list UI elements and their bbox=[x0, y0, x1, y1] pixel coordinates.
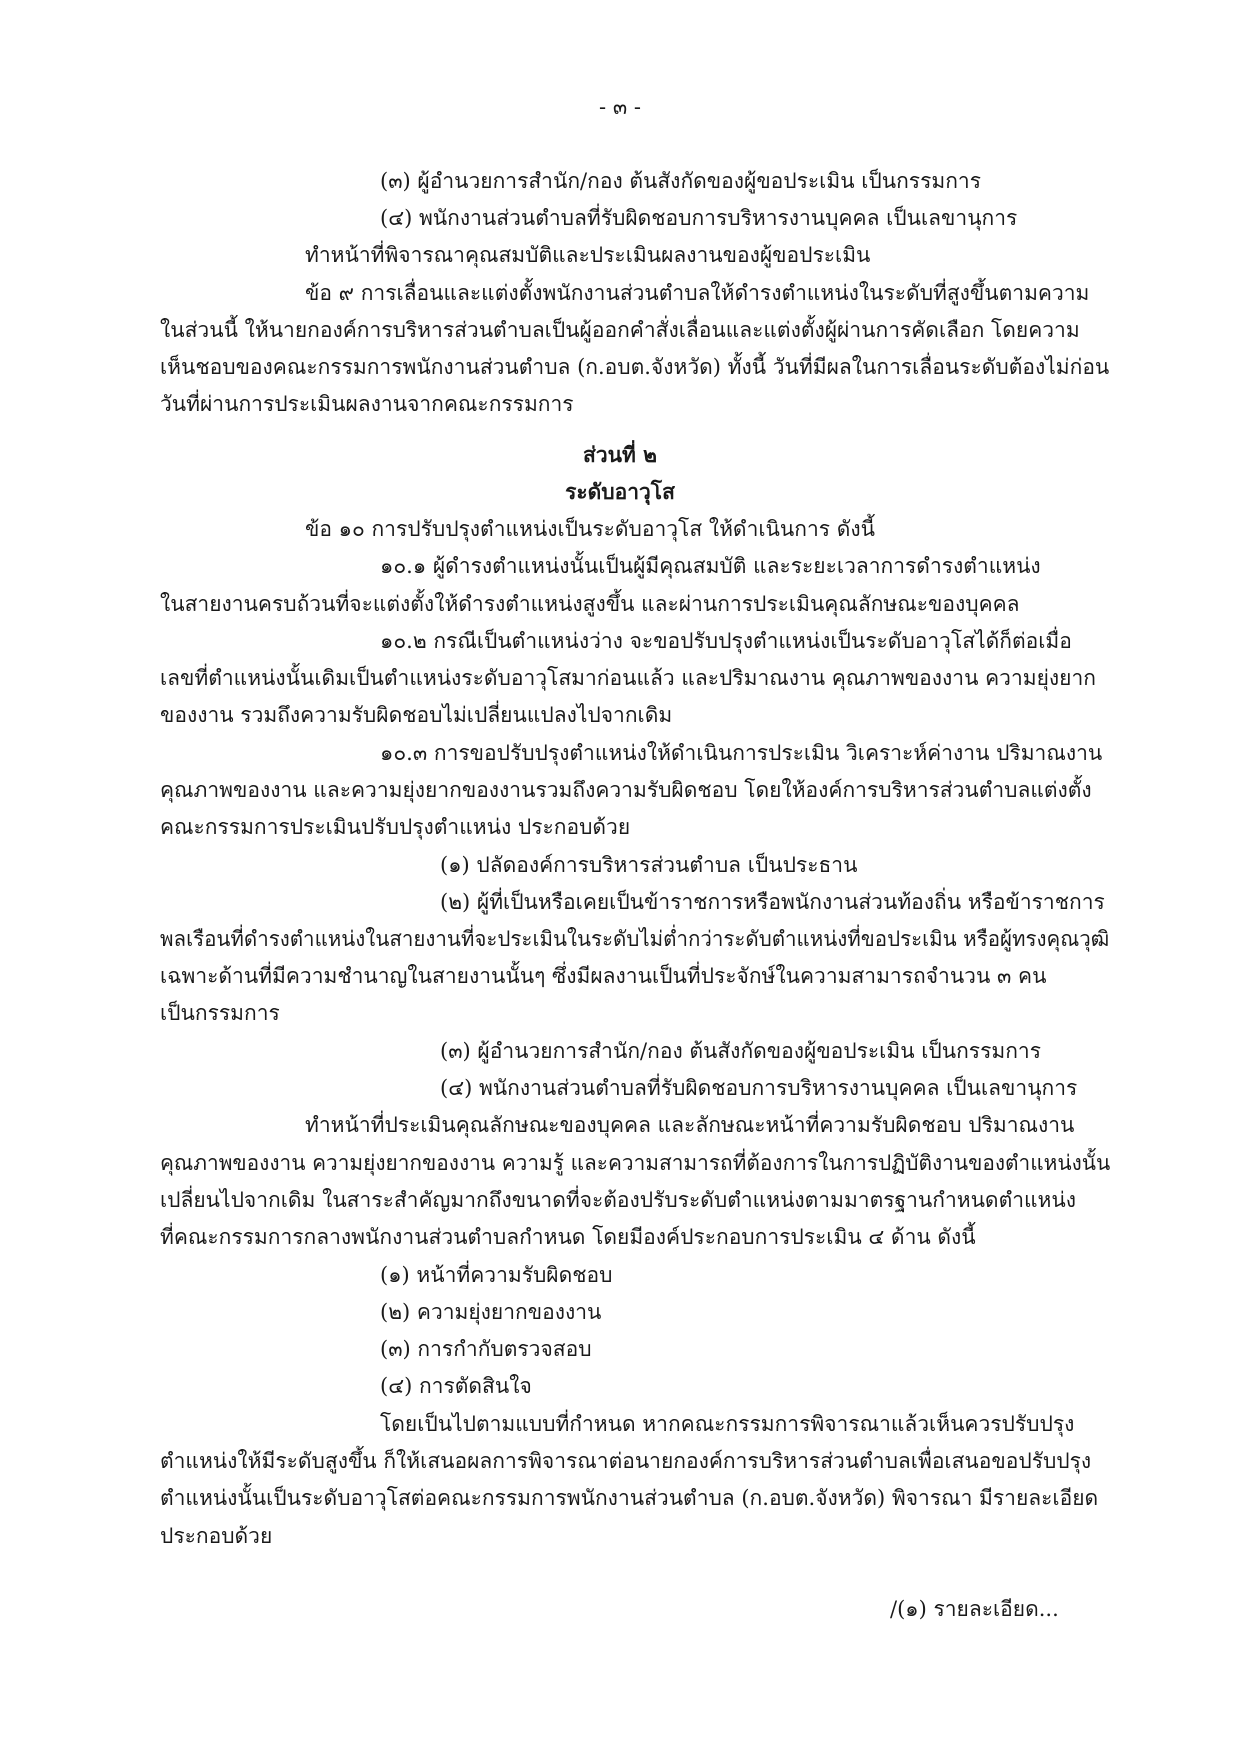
text-line: เฉพาะด้านที่มีความชำนาญในสายงานนั้นๆ ซึ่งมีผลงานเป็นที่ประจักษ์ในความสามารถจำนวน ๓ คน bbox=[160, 964, 1047, 988]
text-line: เห็นชอบของคณะกรรมการพนักงานส่วนตำบล (ก.อบต.จังหวัด) ทั้งนี้ วันที่มีผลในการเลื่อนระดับต้องไม่ก่อน bbox=[160, 355, 1110, 379]
text-line: ทำหน้าที่พิจารณาคุณสมบัติและประเมินผลงานของผู้ขอประเมิน bbox=[305, 243, 871, 267]
text-line: (๒) ผู้ที่เป็นหรือเคยเป็นข้าราชการหรือพนักงานส่วนท้องถิ่น หรือข้าราชการ bbox=[440, 890, 1105, 914]
text-line: คุณภาพของงาน ความยุ่งยากของงาน ความรู้ และความสามารถที่ต้องการในการปฏิบัติงานของตำแหน่งนั้น bbox=[160, 1151, 1111, 1175]
text-line: ในสายงานครบถ้วนที่จะแต่งตั้งให้ดำรงตำแหน่งสูงขึ้น และผ่านการประเมินคุณลักษณะของบุคคล bbox=[160, 592, 1020, 616]
text-line: ที่คณะกรรมการกลางพนักงานส่วนตำบลกำหนด โดยมีองค์ประกอบการประเมิน ๔ ด้าน ดังนี้ bbox=[160, 1225, 976, 1249]
text-line: ๑๐.๒ กรณีเป็นตำแหน่งว่าง จะขอปรับปรุงตำแหน่งเป็นระดับอาวุโสได้ก็ต่อเมื่อ bbox=[380, 629, 1072, 653]
section-subheading: ระดับอาวุโส bbox=[565, 479, 675, 504]
text-line: ๑๐.๓ การขอปรับปรุงตำแหน่งให้ดำเนินการประเมิน วิเคราะห์ค่างาน ปริมาณงาน bbox=[380, 741, 1103, 765]
text-line: เปลี่ยนไปจากเดิม ในสาระสำคัญมากถึงขนาดที่จะต้องปรับระดับตำแหน่งตามมาตรฐานกำหนดตำแหน่ง bbox=[160, 1188, 1076, 1212]
text-line: (๓) การกำกับตรวจสอบ bbox=[380, 1337, 592, 1361]
text-line: ข้อ ๑๐ การปรับปรุงตำแหน่งเป็นระดับอาวุโส ให้ดำเนินการ ดังนี้ bbox=[305, 517, 875, 541]
section-heading: ส่วนที่ ๒ bbox=[583, 442, 657, 467]
text-line: (๒) ความยุ่งยากของงาน bbox=[380, 1300, 602, 1324]
text-line: คณะกรรมการประเมินปรับปรุงตำแหน่ง ประกอบด้วย bbox=[160, 815, 631, 839]
text-line: (๑) หน้าที่ความรับผิดชอบ bbox=[380, 1263, 613, 1287]
text-line: ในส่วนนี้ ให้นายกองค์การบริหารส่วนตำบลเป็นผู้ออกคำสั่งเลื่อนและแต่งตั้งผู้ผ่านการคัดเลือก โดยความ bbox=[160, 318, 1080, 342]
text-line: พลเรือนที่ดำรงตำแหน่งในสายงานที่จะประเมินในระดับไม่ต่ำกว่าระดับตำแหน่งที่ขอประเมิน หรือผู้ทรงคุณวุฒิ bbox=[160, 927, 1110, 951]
text-line: ๑๐.๑ ผู้ดำรงตำแหน่งนั้นเป็นผู้มีคุณสมบัติ และระยะเวลาการดำรงตำแหน่ง bbox=[380, 554, 1041, 578]
text-line: ข้อ ๙ การเลื่อนและแต่งตั้งพนักงานส่วนตำบลให้ดำรงตำแหน่งในระดับที่สูงขึ้นตามความ bbox=[305, 281, 1090, 305]
text-line: ตำแหน่งให้มีระดับสูงขึ้น ก็ให้เสนอผลการพิจารณาต่อนายกองค์การบริหารส่วนตำบลเพื่อเสนอขอปรับปรุง bbox=[160, 1449, 1092, 1473]
text-line: วันที่ผ่านการประเมินผลงานจากคณะกรรมการ bbox=[160, 392, 574, 416]
text-line: เลขที่ตำแหน่งนั้นเดิมเป็นตำแหน่งระดับอาวุโสมาก่อนแล้ว และปริมาณงาน คุณภาพของงาน ความยุ่งยาก bbox=[160, 666, 1096, 690]
text-line: เป็นกรรมการ bbox=[160, 1001, 280, 1025]
text-line: ประกอบด้วย bbox=[160, 1524, 273, 1548]
page-number: - ๓ - bbox=[599, 95, 641, 119]
text-line: คุณภาพของงาน และความยุ่งยากของงานรวมถึงความรับผิดชอบ โดยให้องค์การบริหารส่วนตำบลแต่งตั้ง bbox=[160, 778, 1092, 802]
text-line: (๔) พนักงานส่วนตำบลที่รับผิดชอบการบริหารงานบุคคล เป็นเลขานุการ bbox=[440, 1076, 1078, 1100]
text-line: (๓) ผู้อำนวยการสำนัก/กอง ต้นสังกัดของผู้ขอประเมิน เป็นกรรมการ bbox=[440, 1039, 1041, 1063]
text-line: (๔) การตัดสินใจ bbox=[380, 1374, 532, 1398]
text-line: (๓) ผู้อำนวยการสำนัก/กอง ต้นสังกัดของผู้ขอประเมิน เป็นกรรมการ bbox=[380, 169, 981, 193]
text-line: (๔) พนักงานส่วนตำบลที่รับผิดชอบการบริหารงานบุคคล เป็นเลขานุการ bbox=[380, 206, 1018, 230]
text-line: (๑) ปลัดองค์การบริหารส่วนตำบล เป็นประธาน bbox=[440, 853, 858, 877]
footer-continuation: /(๑) รายละเอียด... bbox=[890, 1597, 1059, 1621]
text-line: โดยเป็นไปตามแบบที่กำหนด หากคณะกรรมการพิจารณาแล้วเห็นควรปรับปรุง bbox=[380, 1412, 1075, 1436]
text-line: ตำแหน่งนั้นเป็นระดับอาวุโสต่อคณะกรรมการพนักงานส่วนตำบล (ก.อบต.จังหวัด) พิจารณา มีรายละเอียด bbox=[160, 1486, 1099, 1510]
text-line: ของงาน รวมถึงความรับผิดชอบไม่เปลี่ยนแปลงไปจากเดิม bbox=[160, 703, 673, 727]
text-line: ทำหน้าที่ประเมินคุณลักษณะของบุคคล และลักษณะหน้าที่ความรับผิดชอบ ปริมาณงาน bbox=[305, 1113, 1075, 1137]
